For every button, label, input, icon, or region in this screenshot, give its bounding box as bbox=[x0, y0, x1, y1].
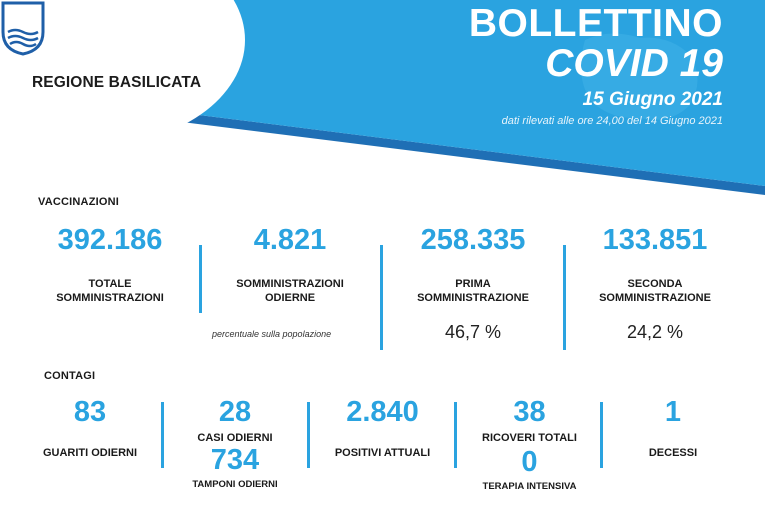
somministrazioni-odierne-value: 4.821 bbox=[253, 224, 327, 256]
guariti-value: 83 bbox=[73, 396, 107, 428]
terapia-intensiva-value: 0 bbox=[521, 446, 538, 478]
divider bbox=[161, 402, 164, 468]
decessi-label: DECESSI bbox=[648, 447, 698, 459]
bulletin-subtitle: dati rilevati alle ore 24,00 del 14 Giugno 2021 bbox=[501, 115, 723, 127]
decessi-value: 1 bbox=[664, 396, 682, 428]
tamponi-odierni-label: TAMPONI ODIERNI bbox=[192, 479, 278, 490]
header-banner bbox=[0, 0, 765, 200]
prima-somministrazione-value: 258.335 bbox=[420, 224, 526, 256]
seconda-label-line2: SOMMINISTRAZIONE bbox=[599, 292, 711, 304]
seconda-somministrazione-label bbox=[565, 277, 745, 305]
logo-area bbox=[0, 0, 250, 140]
guariti-label: GUARITI ODIERNI bbox=[42, 447, 138, 459]
positivi-attuali-label: POSITIVI ATTUALI bbox=[334, 447, 431, 459]
bulletin-date: 15 Giugno 2021 bbox=[582, 89, 723, 110]
title-covid: COVID 19 bbox=[545, 42, 723, 85]
somministrazioni-odierne-label bbox=[200, 277, 380, 305]
odierne-label-line2: ODIERNE bbox=[264, 292, 316, 304]
totale-somministrazioni-label bbox=[15, 277, 205, 305]
section-contagi: CONTAGI bbox=[44, 370, 96, 382]
ricoveri-totali-label: RICOVERI TOTALI bbox=[482, 432, 577, 444]
seconda-label-line1: SECONDA bbox=[627, 278, 683, 290]
prima-label-line2: SOMMINISTRAZIONE bbox=[417, 292, 529, 304]
regione-crest-icon bbox=[0, 0, 46, 56]
prima-label-line1: PRIMA bbox=[455, 278, 491, 290]
prima-somministrazione-label bbox=[383, 277, 563, 305]
terapia-intensiva-label: TERAPIA INTENSIVA bbox=[482, 481, 577, 492]
positivi-attuali-value: 2.840 bbox=[346, 396, 419, 428]
section-vaccinazioni: VACCINAZIONI bbox=[38, 196, 120, 208]
casi-odierni-label: CASI ODIERNI bbox=[197, 432, 273, 444]
totale-label-line2: SOMMINISTRAZIONI bbox=[56, 292, 164, 304]
tamponi-odierni-value: 734 bbox=[210, 444, 260, 476]
ricoveri-totali-value: 38 bbox=[513, 396, 546, 428]
title-block bbox=[469, 4, 723, 128]
casi-odierni-value: 28 bbox=[218, 396, 252, 428]
prima-percent: 46,7 % bbox=[444, 322, 502, 342]
odierne-label-line1: SOMMINISTRAZIONI bbox=[236, 278, 344, 290]
seconda-somministrazione-value: 133.851 bbox=[602, 224, 708, 256]
totale-somministrazioni-value: 392.186 bbox=[57, 224, 163, 256]
title-bollettino: BOLLETTINO bbox=[468, 2, 723, 45]
seconda-percent: 24,2 % bbox=[626, 322, 684, 342]
region-name: REGIONE BASILICATA bbox=[32, 74, 202, 91]
percentuale-note: percentuale sulla popolazione bbox=[212, 329, 332, 339]
totale-label-line1: TOTALE bbox=[88, 278, 132, 290]
